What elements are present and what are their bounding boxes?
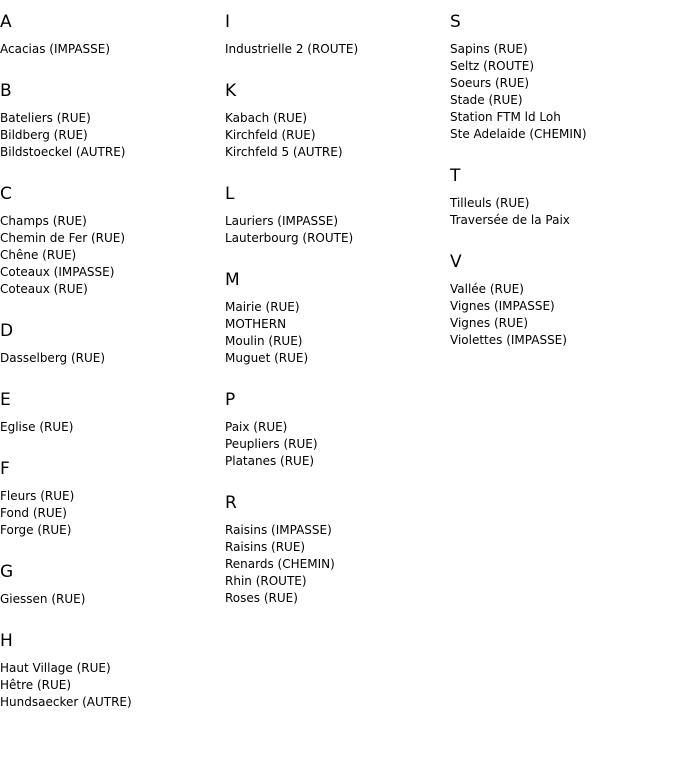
letter-section-d [0,320,225,367]
letter-section-a [0,11,225,58]
street-item[interactable]: Moulin (RUE) [225,334,303,348]
street-list [0,419,225,436]
street-item[interactable]: Acacias (IMPASSE) [0,42,111,56]
street-list [225,522,450,607]
letter-section-k [225,80,450,161]
street-item[interactable]: Vignes (IMPASSE) [450,299,555,313]
street-item[interactable]: Bildberg (RUE) [0,128,88,142]
letter-section-p [225,389,450,470]
street-item[interactable]: Soeurs (RUE) [450,76,530,90]
letter-section-c [0,183,225,298]
street-list [0,488,225,539]
street-item[interactable]: Tilleuls (RUE) [450,196,530,210]
section-letter-heading: K [225,81,237,101]
street-item[interactable]: Lauterbourg (ROUTE) [225,231,354,245]
street-item[interactable]: Industrielle 2 (ROUTE) [225,42,359,56]
section-letter-heading: S [450,12,461,32]
street-item[interactable]: Sapins (RUE) [450,42,528,56]
street-item[interactable]: Coteaux (RUE) [0,282,88,296]
street-index-column-2 [225,0,450,629]
street-item[interactable]: Rhin (ROUTE) [225,574,307,588]
street-item[interactable]: Platanes (RUE) [225,454,315,468]
street-list [225,213,450,247]
street-item[interactable]: Traversée de la Paix [450,213,570,227]
street-item[interactable]: Lauriers (IMPASSE) [225,214,339,228]
section-letter-heading: E [0,390,11,410]
street-item[interactable]: Hundsaecker (AUTRE) [0,695,132,709]
section-letter-heading: A [0,12,12,32]
section-letter-heading: L [225,184,235,204]
section-letter-heading: M [225,270,240,290]
street-item[interactable]: Eglise (RUE) [0,420,74,434]
street-index-column-1 [0,0,225,733]
street-list [450,281,675,349]
street-list [225,299,450,367]
street-item[interactable]: Hêtre (RUE) [0,678,72,692]
street-item[interactable]: Roses (RUE) [225,591,298,605]
street-list [450,195,675,229]
street-item[interactable]: Dasselberg (RUE) [0,351,106,365]
street-list [0,350,225,367]
street-item[interactable]: Haut Village (RUE) [0,661,111,675]
letter-section-f [0,458,225,539]
street-item[interactable]: Station FTM ld Loh [450,110,561,124]
street-list [225,110,450,161]
section-letter-heading: D [0,321,14,341]
letter-section-s [450,11,675,143]
section-letter-heading: T [450,166,461,186]
street-list [225,41,450,58]
street-item[interactable]: Stade (RUE) [450,93,523,107]
street-item[interactable]: Muguet (RUE) [225,351,309,365]
street-item[interactable]: Raisins (IMPASSE) [225,523,332,537]
letter-section-i [225,11,450,58]
street-item[interactable]: Champs (RUE) [0,214,87,228]
street-list [450,41,675,143]
street-item[interactable]: Kirchfeld (RUE) [225,128,316,142]
street-item[interactable]: Paix (RUE) [225,420,288,434]
letter-section-t [450,165,675,229]
street-item[interactable]: Chêne (RUE) [0,248,77,262]
street-item[interactable]: Giessen (RUE) [0,592,86,606]
section-letter-heading: G [0,562,14,582]
section-letter-heading: R [225,493,237,513]
street-item[interactable]: Fleurs (RUE) [0,489,75,503]
section-letter-heading: P [225,390,236,410]
street-item[interactable]: Violettes (IMPASSE) [450,333,567,347]
street-item[interactable]: Bateliers (RUE) [0,111,91,125]
street-item[interactable]: Fond (RUE) [0,506,67,520]
street-list [0,660,225,711]
letter-section-e [0,389,225,436]
street-index-column-3 [450,0,675,371]
street-list [0,591,225,608]
street-item[interactable]: Ste Adelaide (CHEMIN) [450,127,587,141]
street-item[interactable]: Kabach (RUE) [225,111,308,125]
street-item[interactable]: Vallée (RUE) [450,282,524,296]
street-item[interactable]: Peupliers (RUE) [225,437,318,451]
letter-section-g [0,561,225,608]
street-item[interactable]: Raisins (RUE) [225,540,306,554]
street-list [0,41,225,58]
street-item[interactable]: Coteaux (IMPASSE) [0,265,115,279]
street-item[interactable]: Forge (RUE) [0,523,72,537]
street-list [225,419,450,470]
section-letter-heading: H [0,631,13,651]
street-item[interactable]: Seltz (ROUTE) [450,59,534,73]
street-item[interactable]: Chemin de Fer (RUE) [0,231,126,245]
section-letter-heading: I [225,12,231,32]
street-item[interactable]: Mairie (RUE) [225,300,300,314]
letter-section-b [0,80,225,161]
section-letter-heading: V [450,252,462,272]
letter-section-r [225,492,450,607]
street-item[interactable]: Vignes (RUE) [450,316,529,330]
letter-section-m [225,269,450,367]
letter-section-l [225,183,450,247]
street-item[interactable]: Bildstoeckel (AUTRE) [0,145,126,159]
street-list [0,110,225,161]
letter-section-h [0,630,225,711]
section-letter-heading: F [0,459,10,479]
street-item[interactable]: Renards (CHEMIN) [225,557,335,571]
letter-section-v [450,251,675,349]
street-item[interactable]: MOTHERN [225,317,287,331]
street-list [0,213,225,298]
section-letter-heading: C [0,184,12,204]
section-letter-heading: B [0,81,12,101]
street-item[interactable]: Kirchfeld 5 (AUTRE) [225,145,343,159]
